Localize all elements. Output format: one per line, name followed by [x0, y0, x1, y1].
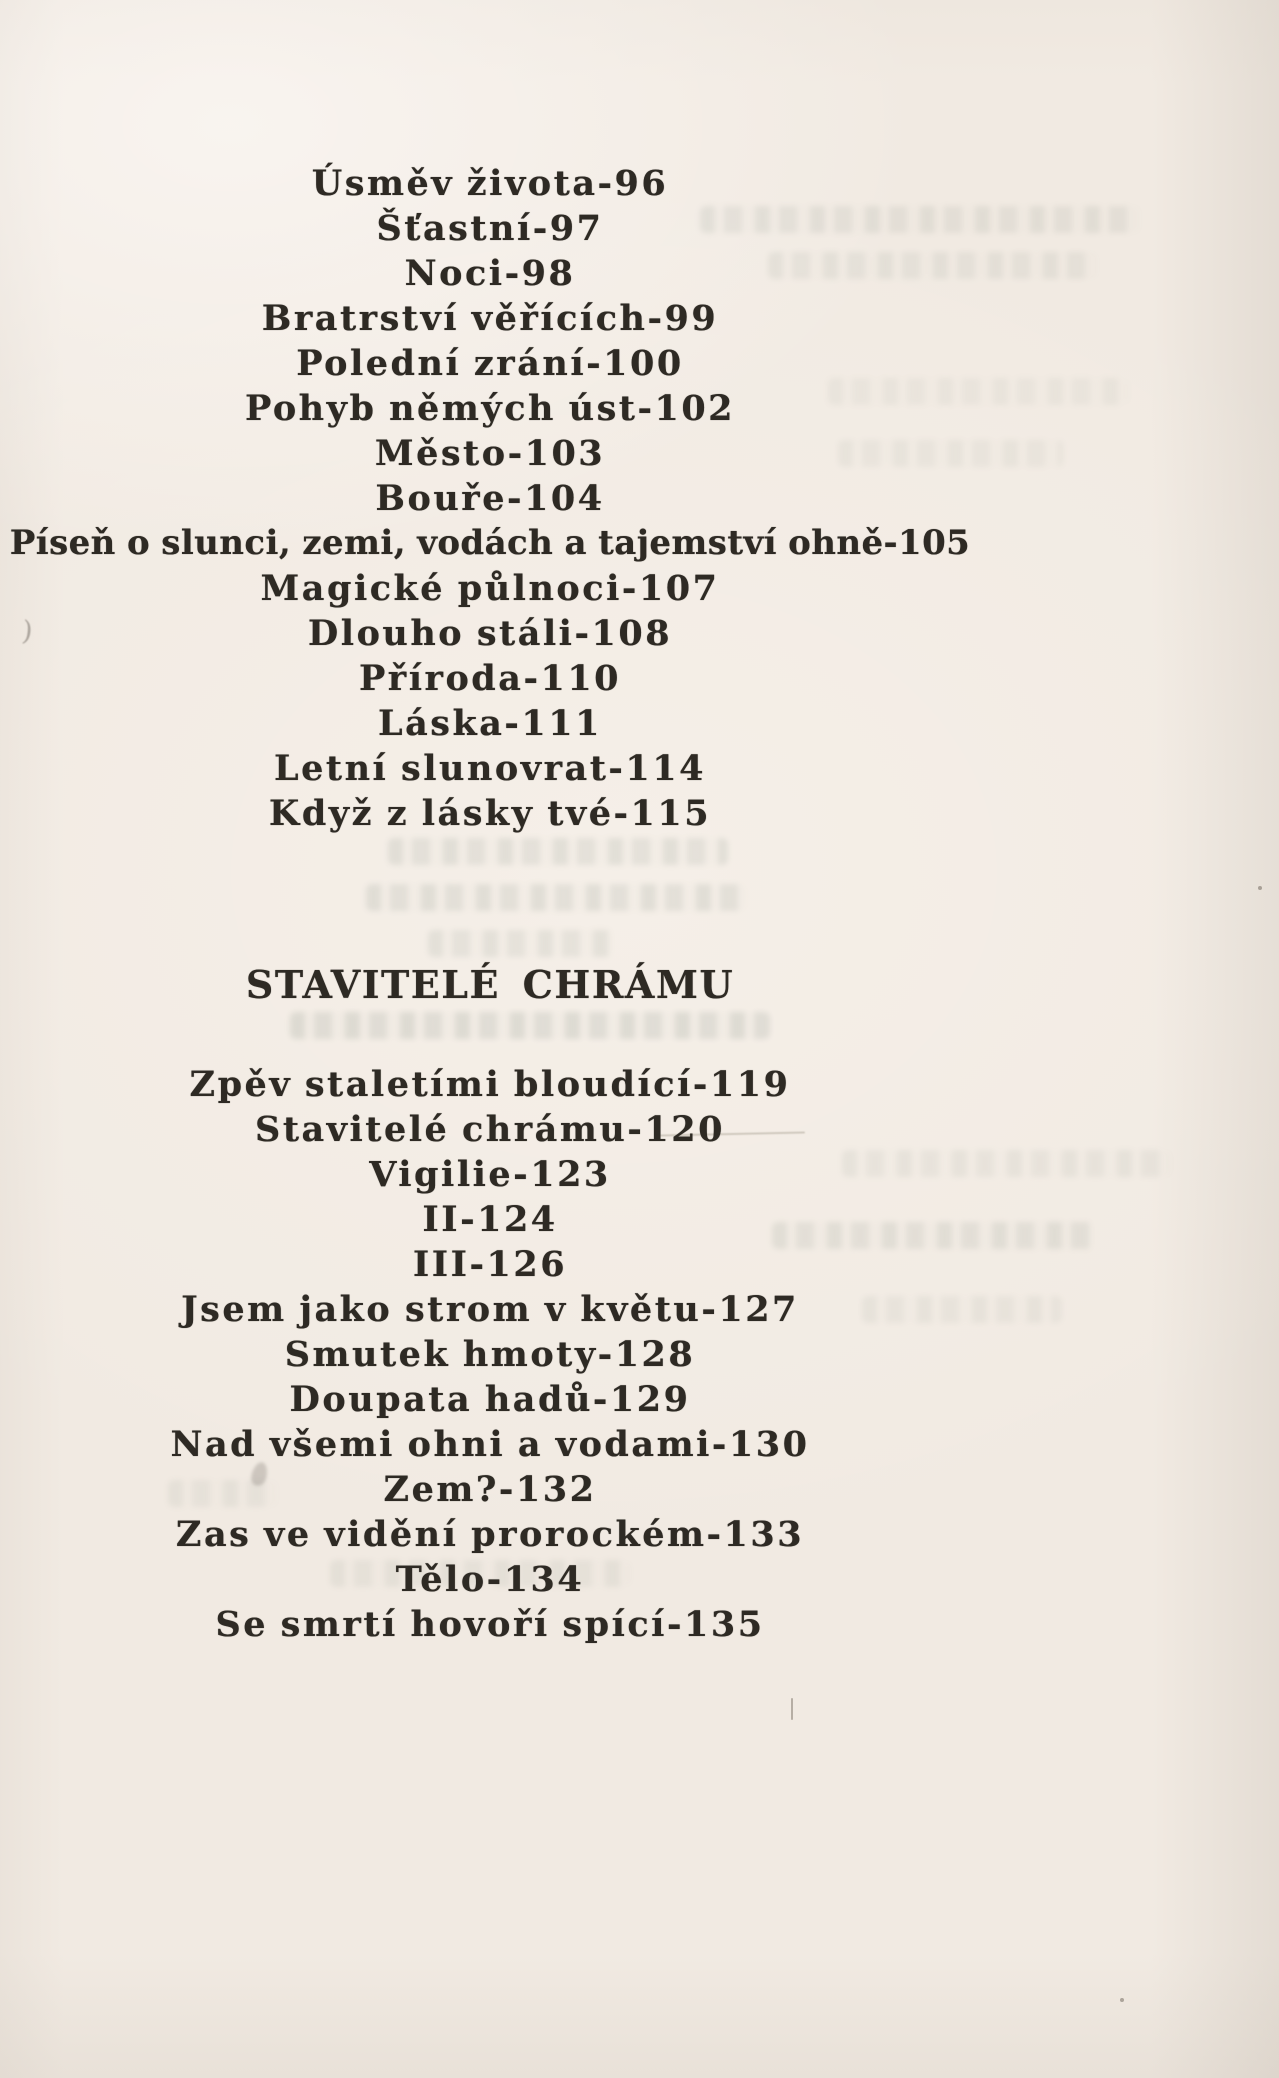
toc-entry: Jsem jako strom v květu-127 — [181, 1289, 799, 1330]
toc-entry: Když z lásky tvé-115 — [268, 793, 712, 834]
toc-entry: Doupata hadů-129 — [289, 1379, 691, 1420]
toc-entry: Stavitelé chrámu-120 — [255, 1109, 725, 1150]
toc-section-2 — [0, 1062, 1070, 1647]
toc-entry: Letní slunovrat-114 — [274, 748, 706, 789]
hairline-mark — [791, 1698, 793, 1720]
toc-entry: II-124 — [422, 1199, 558, 1240]
toc-section-1 — [0, 161, 1070, 836]
toc-section-heading: STAVITELÉ CHRÁMU — [245, 962, 735, 1007]
toc-entry: Zpěv staletími bloudící-119 — [189, 1064, 791, 1105]
toc-entry: Smutek hmoty-128 — [284, 1334, 696, 1375]
toc-entry: Příroda-110 — [358, 658, 622, 699]
toc-entry: Pohyb němých úst-102 — [244, 388, 736, 429]
toc-entry: Tělo-134 — [395, 1559, 585, 1600]
toc-entry: Nad všemi ohni a vodami-130 — [170, 1424, 810, 1465]
paren-mark-mark: ) — [20, 615, 35, 648]
toc-entry: Láska-111 — [377, 703, 602, 744]
toc-entry: Magické půlnoci-107 — [260, 568, 720, 609]
toc-entry: Se smrtí hovoří spící-135 — [215, 1604, 765, 1645]
toc-entry: Zas ve vidění prorockém-133 — [175, 1514, 805, 1555]
speck-mark — [1258, 886, 1262, 890]
toc-entry: Noci-98 — [404, 253, 576, 294]
toc-entry: Vigilie-123 — [369, 1154, 611, 1195]
toc-entry: III-126 — [412, 1244, 568, 1285]
toc-entry: Bratrství věřících-99 — [261, 298, 719, 339]
toc-entry: Píseň o slunci, zemi, vodách a tajemství ohně-105 — [9, 523, 971, 563]
toc-entry: Město-103 — [374, 433, 606, 474]
toc-entry: Šťastní-97 — [376, 208, 604, 249]
toc-entry: Zem?-132 — [383, 1469, 597, 1510]
speck-mark — [1120, 1998, 1124, 2002]
toc-entry: Dlouho stáli-108 — [307, 613, 673, 654]
toc-entry: Bouře-104 — [375, 478, 605, 519]
toc-entry: Úsměv života-96 — [311, 163, 669, 204]
toc-entry: Polední zrání-100 — [296, 343, 684, 384]
